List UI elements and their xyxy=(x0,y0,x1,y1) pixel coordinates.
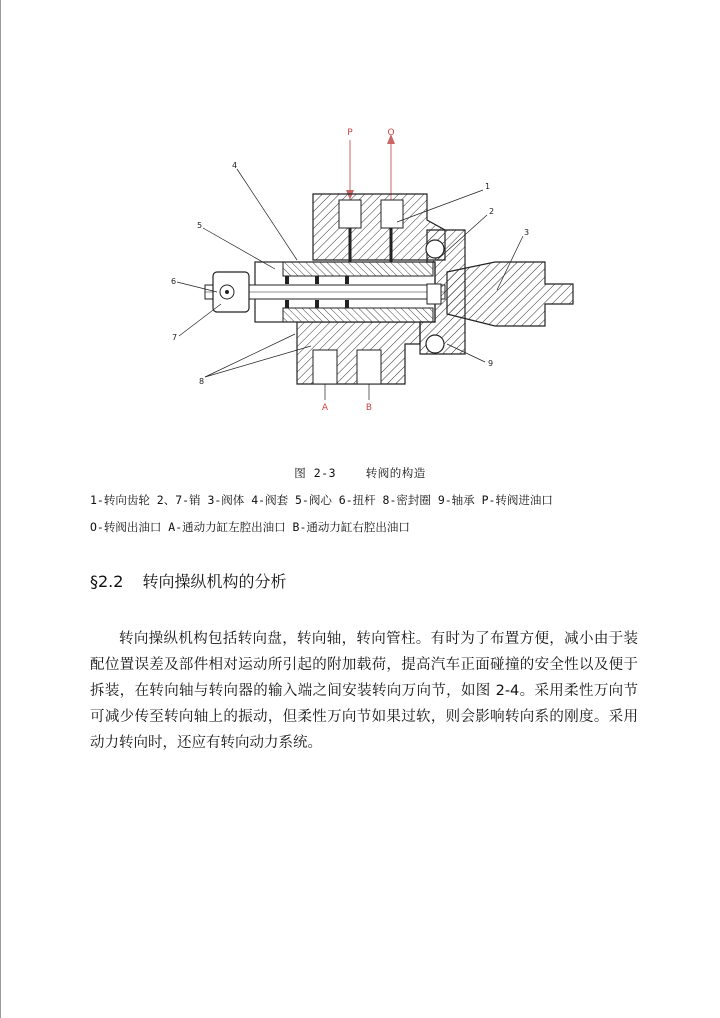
port-lines xyxy=(350,140,391,200)
callout-5: 5 xyxy=(197,221,203,230)
callout-2: 2 xyxy=(489,207,495,216)
figure-legend-line-1: 1-转向齿轮 2、7-销 3-阀体 4-阀套 5-阀心 6-扭杆 8-密封圈 9-轴承 P-转阀进油口 xyxy=(90,493,553,507)
callout-9: 9 xyxy=(488,359,494,368)
figure-legend-line-2: O-转阀出油口 A-通动力缸左腔出油口 B-通动力缸右腔出油口 xyxy=(90,520,410,534)
callout-1: 1 xyxy=(485,182,491,191)
rotary-valve-diagram xyxy=(165,122,585,417)
callout-6: 6 xyxy=(171,277,177,286)
callout-3: 3 xyxy=(524,228,530,237)
page-left-border xyxy=(0,0,1,1018)
section-title: 转向操纵机构的分析 xyxy=(142,572,287,591)
figure-caption xyxy=(0,465,720,481)
callout-4: 4 xyxy=(232,161,238,170)
body-paragraph: 转向操纵机构包括转向盘，转向轴，转向管柱。有时为了布置方便，减小由于装配位置误差及部件相对运动所引起的附加载荷，提高汽车正面碰撞的安全性以及便于拆装，在转向轴与转向器的输入端之间安装转向万向节，如图 2-4。采用柔性万向节可减少传至转向轴上的振动，但柔性万向节如果过软，则会影响转向系的刚度。采用动力转向时，还应有转向动力系统。 xyxy=(90,631,638,751)
callout-8: 8 xyxy=(199,377,205,386)
port-p-label: P xyxy=(347,128,353,138)
port-a-label: A xyxy=(321,403,329,413)
callout-7: 7 xyxy=(172,333,178,342)
figure-caption-title: 转阀的构造 xyxy=(365,466,426,480)
section-number: §2.2 xyxy=(90,572,124,591)
port-o-label: O xyxy=(387,128,395,138)
port-b-label: B xyxy=(365,403,373,413)
figure-caption-label: 图 2-3 xyxy=(294,466,336,480)
section-heading xyxy=(90,569,287,592)
